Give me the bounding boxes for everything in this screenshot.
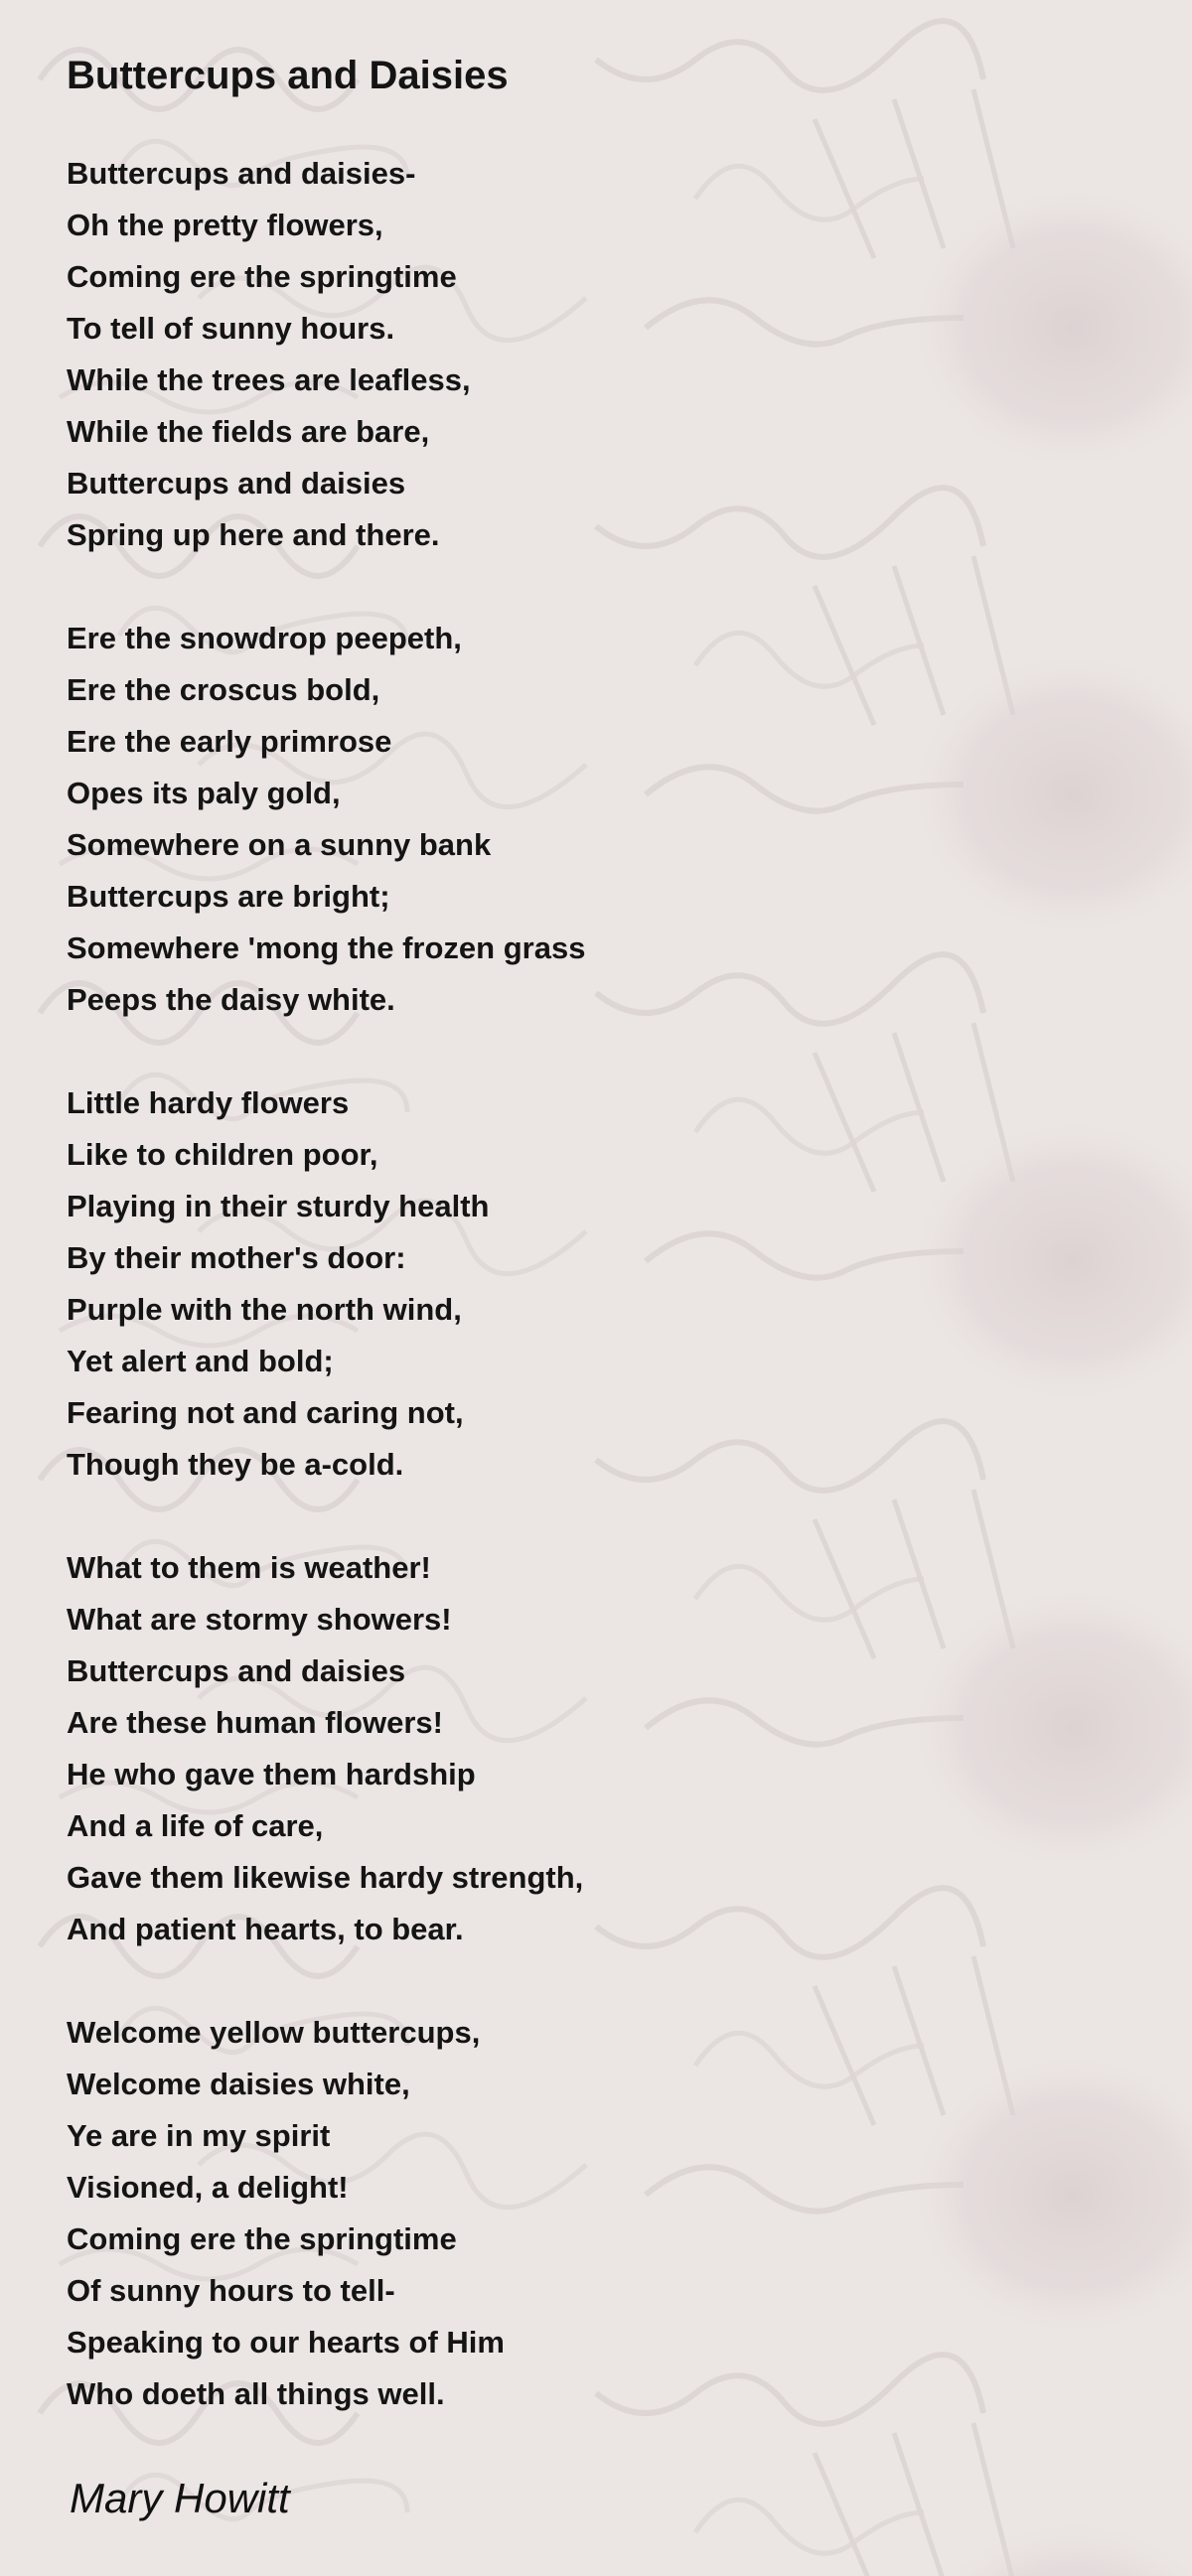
- poem-line: Welcome yellow buttercups,: [67, 2015, 481, 2050]
- poem-line: To tell of sunny hours.: [67, 311, 395, 346]
- poem-line: Buttercups and daisies: [67, 466, 406, 501]
- poem-line: Coming ere the springtime: [67, 259, 457, 294]
- poem-line: Of sunny hours to tell-: [67, 2273, 395, 2308]
- poem-line: Little hardy flowers: [67, 1085, 350, 1120]
- poem-line: Who doeth all things well.: [67, 2376, 445, 2411]
- poem-title: Buttercups and Daisies: [67, 54, 509, 97]
- poem-line: Ere the croscus bold,: [67, 672, 380, 707]
- poem-body: [67, 148, 1139, 2472]
- poem-line: Are these human flowers!: [67, 1705, 443, 1740]
- poem-line: Fearing not and caring not,: [67, 1395, 464, 1430]
- poem-author: Mary Howitt: [70, 2475, 290, 2521]
- poem-line: And patient hearts, to bear.: [67, 1912, 464, 1946]
- poem-line: Peeps the daisy white.: [67, 982, 395, 1017]
- poem-line: Buttercups and daisies-: [67, 156, 416, 191]
- poem-line: Ere the snowdrop peepeth,: [67, 621, 462, 655]
- poem-line: Buttercups and daisies: [67, 1653, 406, 1688]
- poem-line: Gave them likewise hardy strength,: [67, 1860, 584, 1895]
- poem-line: Speaking to our hearts of Him: [67, 2325, 505, 2360]
- poem-line: What are stormy showers!: [67, 1602, 452, 1637]
- poem-line: Oh the pretty flowers,: [67, 208, 383, 242]
- poem-line: Somewhere 'mong the frozen grass: [67, 930, 586, 965]
- poem-line: Buttercups are bright;: [67, 879, 390, 914]
- poem-line: Opes its paly gold,: [67, 776, 341, 810]
- poem-line: He who gave them hardship: [67, 1757, 476, 1791]
- poem-line: Somewhere on a sunny bank: [67, 827, 492, 862]
- poem-line: Visioned, a delight!: [67, 2170, 349, 2205]
- poem-line: Though they be a-cold.: [67, 1447, 404, 1482]
- poem-line: Like to children poor,: [67, 1137, 378, 1172]
- poem-line: Playing in their sturdy health: [67, 1189, 490, 1223]
- poem-line: Yet alert and bold;: [67, 1344, 334, 1378]
- poem-line: While the fields are bare,: [67, 414, 430, 449]
- poem-line: What to them is weather!: [67, 1550, 431, 1585]
- poem-line: By their mother's door:: [67, 1240, 406, 1275]
- poem-line: Ye are in my spirit: [67, 2118, 331, 2153]
- poem-line: Welcome daisies white,: [67, 2067, 410, 2101]
- stanza-3: [67, 1077, 1139, 1491]
- stanza-2: [67, 613, 1139, 1026]
- poem-line: Spring up here and there.: [67, 517, 440, 552]
- stanza-5: [67, 2007, 1139, 2420]
- stanza-1: [67, 148, 1139, 561]
- poem-line: Ere the early primrose: [67, 724, 392, 759]
- poem-line: Purple with the north wind,: [67, 1292, 462, 1327]
- poem-line: Coming ere the springtime: [67, 2221, 457, 2256]
- poem-line: And a life of care,: [67, 1808, 324, 1843]
- poem-line: While the trees are leafless,: [67, 362, 471, 397]
- stanza-4: [67, 1542, 1139, 1955]
